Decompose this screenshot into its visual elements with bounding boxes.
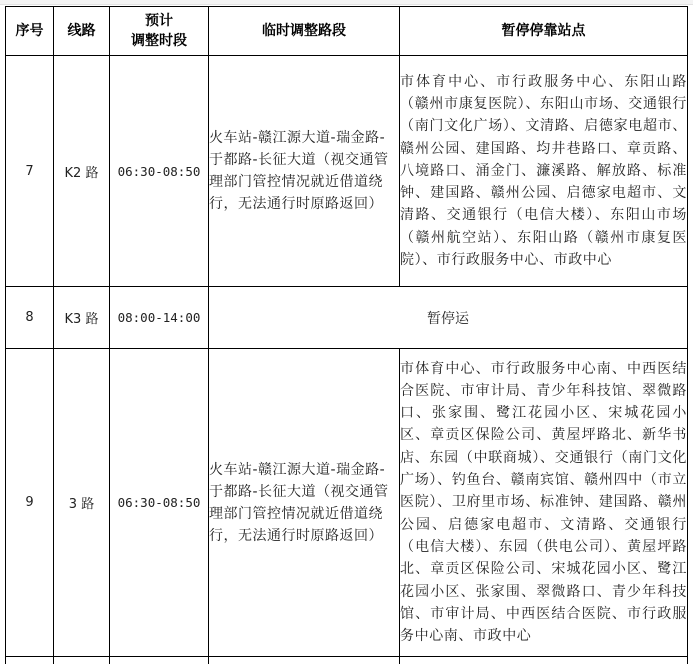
header-time [110, 7, 209, 56]
bus-adjustment-table [5, 6, 688, 664]
table-row [6, 349, 688, 657]
empty-cell [209, 657, 400, 664]
table-row-partial [6, 657, 688, 664]
header-line: 线路 [54, 7, 110, 56]
row-suspended-status: 暂停运 [209, 287, 688, 349]
row-time: 08:00-14:00 [110, 287, 209, 349]
row-line: K3 路 [54, 287, 110, 349]
row-line: 3 路 [54, 349, 110, 657]
row-stops: 市体育中心、市行政服务中心、东阳山路（赣州市康复医院）、东阳山市场、交通银行（南门文化广场）、文清路、启德家电超市、赣州公园、建国路、均井巷路口、章贡路、八境路口、涌金门、濂溪路、解放路、标准钟、建国路、赣州公园、启德家电超市、文清路、交通银行（电信大楼）、东阳山市场（赣州航空站）、东阳山路（赣州市康复医院）、市行政服务中心、市政中心 [400, 56, 688, 287]
row-time: 06:30-08:50 [110, 349, 209, 657]
row-seq: 7 [6, 56, 54, 287]
row-seq: 9 [6, 349, 54, 657]
empty-cell [400, 657, 688, 664]
row-stops: 市体育中心、市行政服务中心南、中西医结合医院、市审计局、青少年科技馆、翠微路口、张家围、鹭江花园小区、宋城花园小区、章贡区保险公司、黄屋坪路北、新华书店、东园（中联商城）、交通银行（南门文化广场）、钓鱼台、赣南宾馆、赣州四中（市立医院）、卫府里市场、标准钟、建国路、赣州公园、启德家电超市、文清路、交通银行（电信大楼）、东园（供电公司）、黄屋坪路北、章贡区保险公司、宋城花园小区、鹭江花园小区、张家围、翠微路口、青少年科技馆、市审计局、中西医结合医院、市行政服务中心南、市政中心 [400, 349, 688, 657]
empty-cell [6, 657, 54, 664]
row-time: 06:30-08:50 [110, 56, 209, 287]
row-route: 火车站-赣江源大道-瑞金路-于都路-长征大道（视交通管理部门管控情况就近借道绕行，无法通行时原路返回） [209, 349, 400, 657]
header-route: 临时调整路段 [209, 7, 400, 56]
header-time-line2: 调整时段 [131, 33, 187, 49]
page-top-edge [0, 0, 693, 5]
header-row [6, 7, 688, 56]
empty-cell [110, 657, 209, 664]
row-route: 火车站-赣江源大道-瑞金路-于都路-长征大道（视交通管理部门管控情况就近借道绕行，无法通行时原路返回） [209, 56, 400, 287]
row-line: K2 路 [54, 56, 110, 287]
table-row [6, 287, 688, 349]
row-seq: 8 [6, 287, 54, 349]
table-row [6, 56, 688, 287]
header-seq: 序号 [6, 7, 54, 56]
empty-cell [54, 657, 110, 664]
header-stops: 暂停停靠站点 [400, 7, 688, 56]
header-time-line1: 预计 [145, 13, 173, 29]
